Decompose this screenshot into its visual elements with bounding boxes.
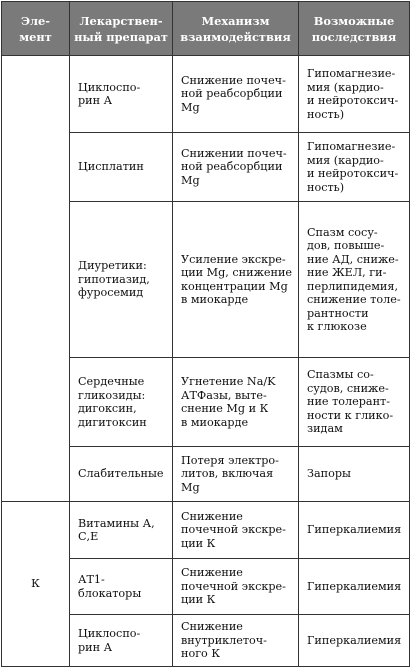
drug-cell: Циклоспо- рин А xyxy=(70,56,173,133)
table-row xyxy=(2,502,410,559)
mechanism-cell: Усиление экскре- ции Mg, снижение концентрации Mg в миокарде xyxy=(173,202,299,358)
effect-cell: Гипомагнезие- мия (кардио- и нейротоксич- ность) xyxy=(299,56,410,133)
element-cell xyxy=(2,56,70,502)
effect-cell: Гиперкалиемия xyxy=(299,559,410,615)
drug-cell: Цисплатин xyxy=(70,133,173,202)
effect-cell: Спазмы со- судов, сниже- ние толерант- ности к глико- зидам xyxy=(299,358,410,447)
effect-cell: Запоры xyxy=(299,447,410,502)
mechanism-cell: Снижение почечной экскре- ции К xyxy=(173,502,299,559)
effect-cell: Спазм сосу- дов, повыше- ние АД, сниже- ние ЖЕЛ, ги- перлипидемия, снижение толе- рантности к глюкозе xyxy=(299,202,410,358)
effect-cell: Гиперкалиемия xyxy=(299,502,410,559)
effect-cell: Гиперкалиемия xyxy=(299,615,410,667)
mechanism-cell: Угнетение Na/K АТФазы, выте- снение Mg и К в миокарде xyxy=(173,358,299,447)
table-row xyxy=(2,56,410,133)
drug-cell: Диуретики: гипотиазид, фуросемид xyxy=(70,202,173,358)
header-drug: Лекарствен- ный препарат xyxy=(70,2,173,56)
drug-cell: АТ1- блокаторы xyxy=(70,559,173,615)
header-element: Эле- мент xyxy=(2,2,70,56)
header-consequences: Возможные последствия xyxy=(299,2,410,56)
mechanism-cell: Снижение внутриклеточ- ного К xyxy=(173,615,299,667)
table-header-row xyxy=(2,2,410,56)
drug-cell: Слабительные xyxy=(70,447,173,502)
drug-interactions-table xyxy=(1,1,410,667)
drug-cell: Циклоспо- рин А xyxy=(70,615,173,667)
mechanism-cell: Снижении почеч- ной реабсорбции Mg xyxy=(173,133,299,202)
effect-cell: Гипомагнезие- мия (кардио- и нейротоксич- ность) xyxy=(299,133,410,202)
drug-cell: Сердечные гликозиды: дигоксин, дигитоксин xyxy=(70,358,173,447)
mechanism-cell: Снижение почеч- ной реабсорбции Mg xyxy=(173,56,299,133)
header-mechanism: Механизм взаимодействия xyxy=(173,2,299,56)
mechanism-cell: Потеря электро- литов, включая Mg xyxy=(173,447,299,502)
mechanism-cell: Снижение почечной экскре- ции К xyxy=(173,559,299,615)
element-cell: К xyxy=(2,502,70,667)
drug-cell: Витамины А, С,Е xyxy=(70,502,173,559)
